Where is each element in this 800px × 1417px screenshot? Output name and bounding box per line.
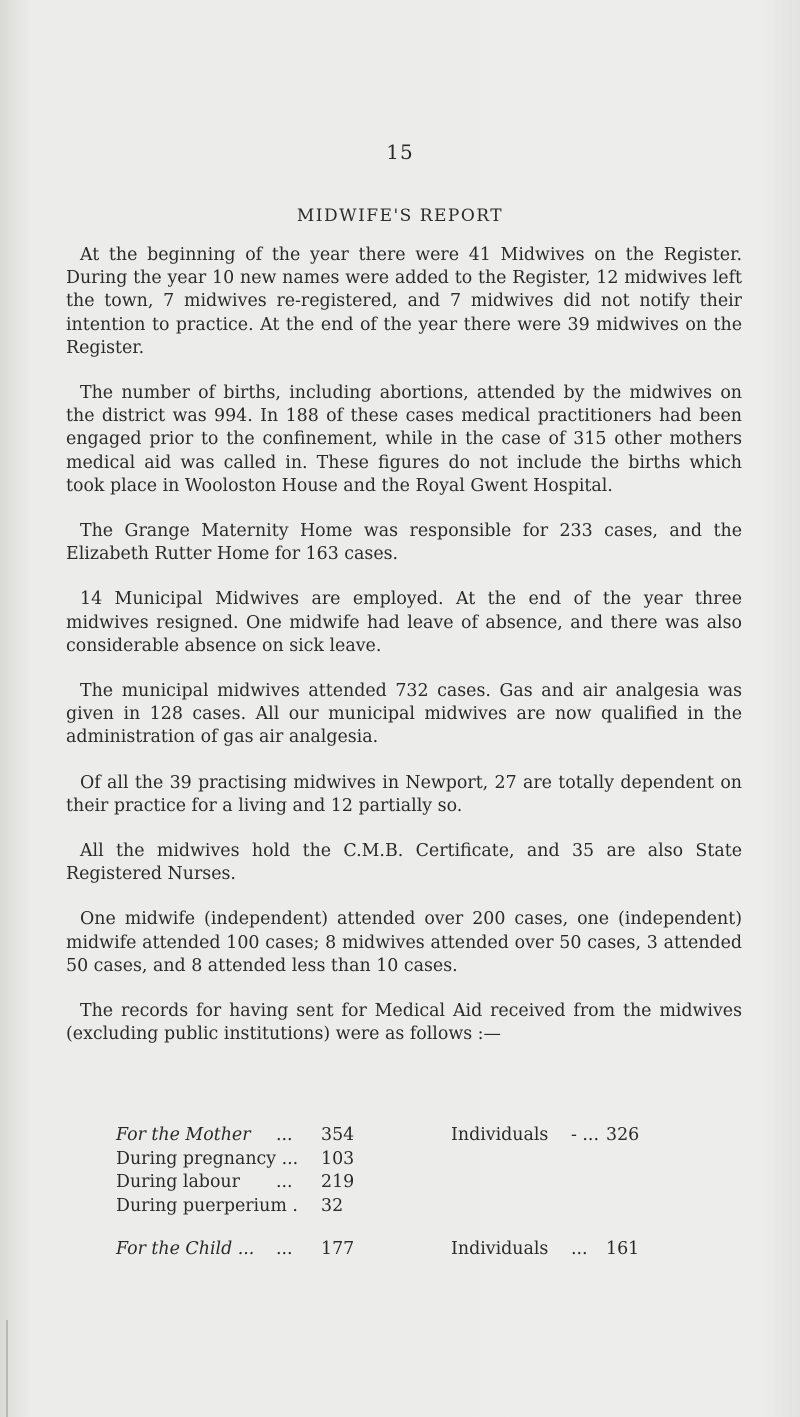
mother-individuals-value: 326: [606, 1125, 640, 1145]
report-body: [66, 244, 742, 1068]
child-individuals-value: 161: [606, 1239, 640, 1259]
paragraph-practising: Of all the 39 practising midwives in Newport, 27 are totally dependent on their practice for a living and 12 partially so.: [66, 772, 742, 816]
puerperium-label: During puerperium .: [116, 1195, 298, 1216]
paragraph-records-intro: The records for having sent for Medical Aid received from the midwives (excluding public institutions) were as follows :—: [66, 1001, 742, 1045]
child-label: For the Child ...: [116, 1239, 255, 1259]
records-row-mother: [116, 1125, 776, 1149]
mother-label: For the Mother: [116, 1125, 251, 1145]
binding-edge-shadow: [6, 1320, 8, 1417]
paragraph-births: The number of births, including abortions, attended by the midwives on the district was 994. In 188 of these cases medical practitioners had been engaged prior to the confinement, while in the case of 315 other mothers medical aid was called in. These figures do not include the births which took place in Wooloston House and the Royal Gwent Hospital.: [66, 383, 742, 496]
records-row-puerperium: [116, 1196, 776, 1220]
pregnancy-label: During pregnancy ...: [116, 1148, 299, 1169]
mother-value: 354: [321, 1125, 355, 1145]
mother-dots: ...: [276, 1125, 293, 1145]
paragraph-certificates: All the midwives hold the C.M.B. Certificate, and 35 are also State Registered Nurses.: [66, 841, 742, 885]
pregnancy-value: 103: [321, 1148, 355, 1169]
paragraph-analgesia: The municipal midwives attended 732 cases. Gas and air analgesia was given in 128 cases. All our municipal midwives are now qualified in the administration of gas air analgesia.: [66, 681, 742, 748]
child-dots: ...: [276, 1239, 293, 1259]
child-individuals-dots: ...: [571, 1239, 588, 1259]
records-row-child: [116, 1239, 776, 1263]
records-row-pregnancy: [116, 1149, 776, 1173]
paragraph-municipal-midwives: 14 Municipal Midwives are employed. At the end of the year three midwives resigned. One midwife had leave of absence, and there was also considerable absence on sick leave.: [66, 589, 742, 656]
paragraph-register: At the beginning of the year there were 41 Midwives on the Register. During the year 10 new names were added to the Register, 12 midwives left the town, 7 midwives re-registered, and 7 midwives did not notify their intention to practice. At the end of the year there were 39 midwives on the Register.: [66, 245, 742, 358]
mother-individuals-label: Individuals: [451, 1125, 549, 1145]
paragraph-maternity-homes: The Grange Maternity Home was responsible for 233 cases, and the Elizabeth Rutter Home for 163 cases.: [66, 521, 742, 565]
child-value: 177: [321, 1239, 355, 1259]
medical-aid-records: [116, 1125, 776, 1263]
labour-label: During labour: [116, 1172, 240, 1192]
child-individuals-label: Individuals: [451, 1239, 549, 1259]
report-heading: MIDWIFE'S REPORT: [296, 206, 504, 226]
labour-dots: ...: [276, 1172, 293, 1192]
page-number: 15: [386, 140, 414, 164]
labour-value: 219: [321, 1172, 355, 1192]
puerperium-value: 32: [321, 1195, 344, 1216]
mother-individuals-dots: - ...: [571, 1125, 599, 1145]
records-row-labour: [116, 1172, 776, 1196]
paragraph-case-counts: One midwife (independent) attended over 200 cases, one (independent) midwife attended 100 cases; 8 midwives attended over 50 cases, 3 attended 50 cases, and 8 attended less than 10 cases.: [66, 909, 742, 976]
